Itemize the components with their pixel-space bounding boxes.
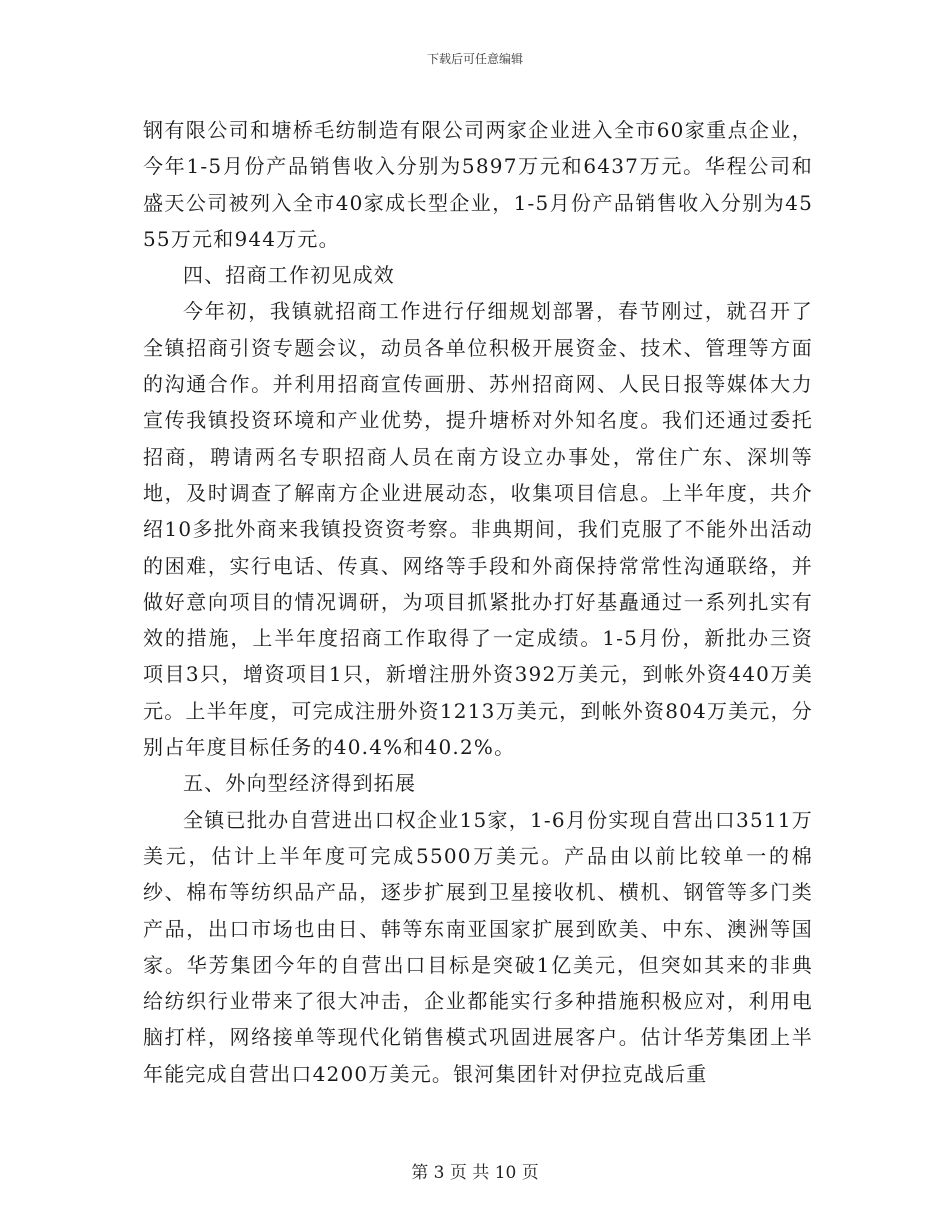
page-footer: 第 3 页 共 10 页 — [411, 1163, 539, 1183]
paragraph: 钢有限公司和塘桥毛纺制造有限公司两家企业进入全市60家重点企业，今年1-5月份产品销售收入分别为5897万元和6437万元。华程公司和盛天公司被列入全市40家成长型企业，1-5月份产品销售收入分别为4555万元和944万元。 — [143, 118, 813, 251]
section-heading: 四、招商工作初见成效 — [183, 263, 395, 288]
document-body — [143, 112, 813, 1092]
section-heading: 五、外向型经济得到拓展 — [183, 771, 417, 796]
page-header: 下载后可任意编辑 — [426, 52, 523, 66]
paragraph: 全镇已批办自营进出口权企业15家，1-6月份实现自营出口3511万美元，估计上半年度可完成5500万美元。产品由以前比较单一的棉纱、棉布等纺织品产品，逐步扩展到卫星接收机、横机、钢管等多门类产品，出口市场也由日、韩等东南亚国家扩展到欧美、中东、澳洲等国家。华芳集团今年的自营出口目标是突破1亿美元，但突如其来的非典给纺织行业带来了很大冲击，企业都能实行多种措施积极应对，利用电脑打样，网络接单等现代化销售模式巩固进展客户。估计华芳集团上半年能完成自营出口4200万美元。银河集团针对伊拉克战后重 — [143, 807, 813, 1086]
paragraph: 今年初，我镇就招商工作进行仔细规划部署，春节刚过，就召开了全镇招商引资专题会议，动员各单位积极开展资金、技术、管理等方面的沟通合作。并利用招商宣传画册、苏州招商网、人民日报等媒体大力宣传我镇投资环境和产业优势，提升塘桥对外知名度。我们还通过委托招商，聘请两名专职招商人员在南方设立办事处，常住广东、深圳等地，及时调查了解南方企业进展动态，收集项目信息。上半年度，共介绍10多批外商来我镇投资资考察。非典期间，我们克服了不能外出活动的困难，实行电话、传真、网络等手段和外商保持常常性沟通联络，并做好意向项目的情况调研，为项目抓紧批办打好基矗通过一系列扎实有效的措施，上半年度招商工作取得了一定成绩。1-5月份，新批办三资项目3只，增资项目1只，新增注册外资392万美元，到帐外资440万美元。上半年度，可完成注册外资1213万美元，到帐外资804万美元，分别占年度目标任务的40.4%和40.2%。 — [143, 299, 813, 760]
